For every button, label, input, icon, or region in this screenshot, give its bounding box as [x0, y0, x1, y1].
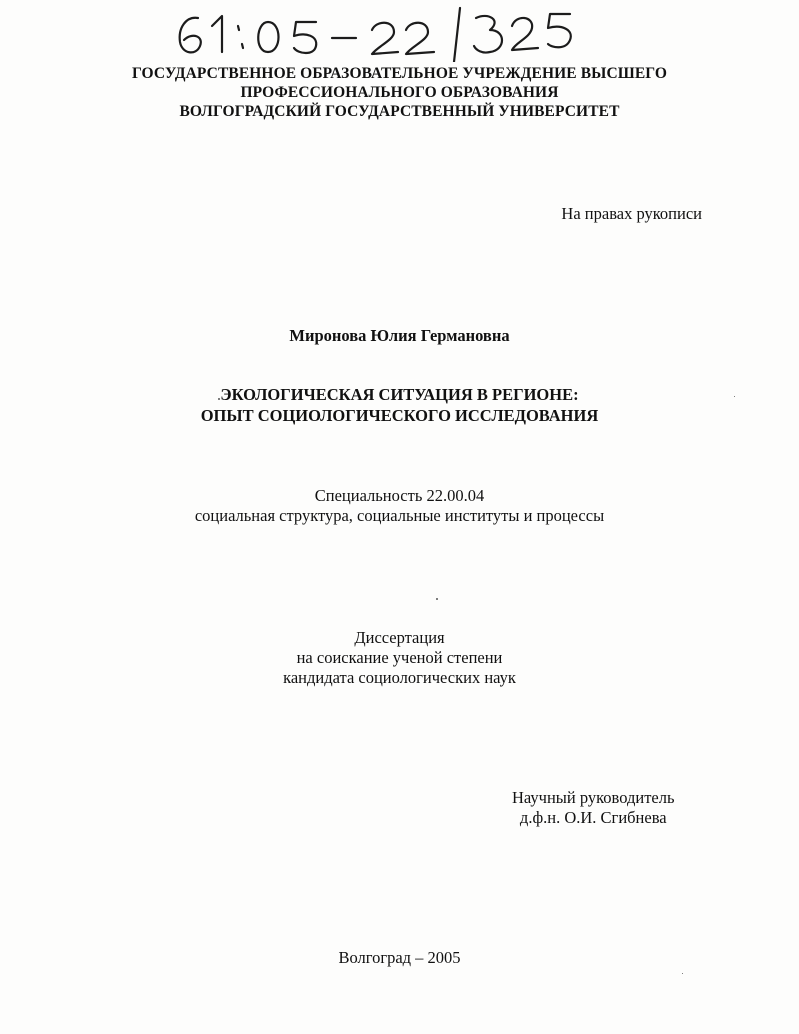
author-name: Миронова Юлия Германовна: [289, 326, 510, 345]
institution-header: [0, 64, 799, 121]
scan-speck: [436, 598, 438, 600]
institution-line-2: ПРОФЕССИОНАЛЬНОГО ОБРАЗОВАНИЯ: [240, 84, 559, 101]
title-line-2: ОПЫТ СОЦИОЛОГИЧЕСКОГО ИССЛЕДОВАНИЯ: [200, 406, 599, 425]
institution-line-1: ГОСУДАРСТВЕННОЕ ОБРАЗОВАТЕЛЬНОЕ УЧРЕЖДЕНИЕ ВЫСШЕГО: [131, 65, 668, 82]
dissertation-title: [0, 384, 799, 426]
degree-line-2: кандидата социологических наук: [283, 668, 516, 687]
dissertation-label: Диссертация: [354, 628, 445, 647]
handwritten-archive-code: [172, 0, 592, 62]
rights-note: На правах рукописи: [561, 204, 702, 223]
scan-speck: [218, 398, 220, 400]
specialty-block: [0, 486, 799, 526]
specialty-code: Специальность 22.00.04: [314, 486, 485, 505]
supervisor-block: [512, 788, 675, 828]
scan-speck: [682, 973, 683, 974]
degree-line-1: на соискание ученой степени: [296, 648, 503, 667]
handwritten-code-text: [592, 0, 593, 1]
handwriting-drawing: [172, 0, 592, 62]
supervisor-label: Научный руководитель: [512, 788, 675, 807]
scan-speck: [734, 396, 735, 397]
city-year: Волгоград – 2005: [338, 948, 461, 967]
supervisor-name: д.ф.н. О.И. Сгибнева: [519, 808, 667, 827]
dissertation-type-block: [0, 628, 799, 688]
title-line-1: ЭКОЛОГИЧЕСКАЯ СИТУАЦИЯ В РЕГИОНЕ:: [220, 385, 579, 404]
specialty-description: социальная структура, социальные институты и процессы: [194, 506, 605, 525]
institution-line-3: ВОЛГОГРАДСКИЙ ГОСУДАРСТВЕННЫЙ УНИВЕРСИТЕТ: [179, 103, 620, 120]
